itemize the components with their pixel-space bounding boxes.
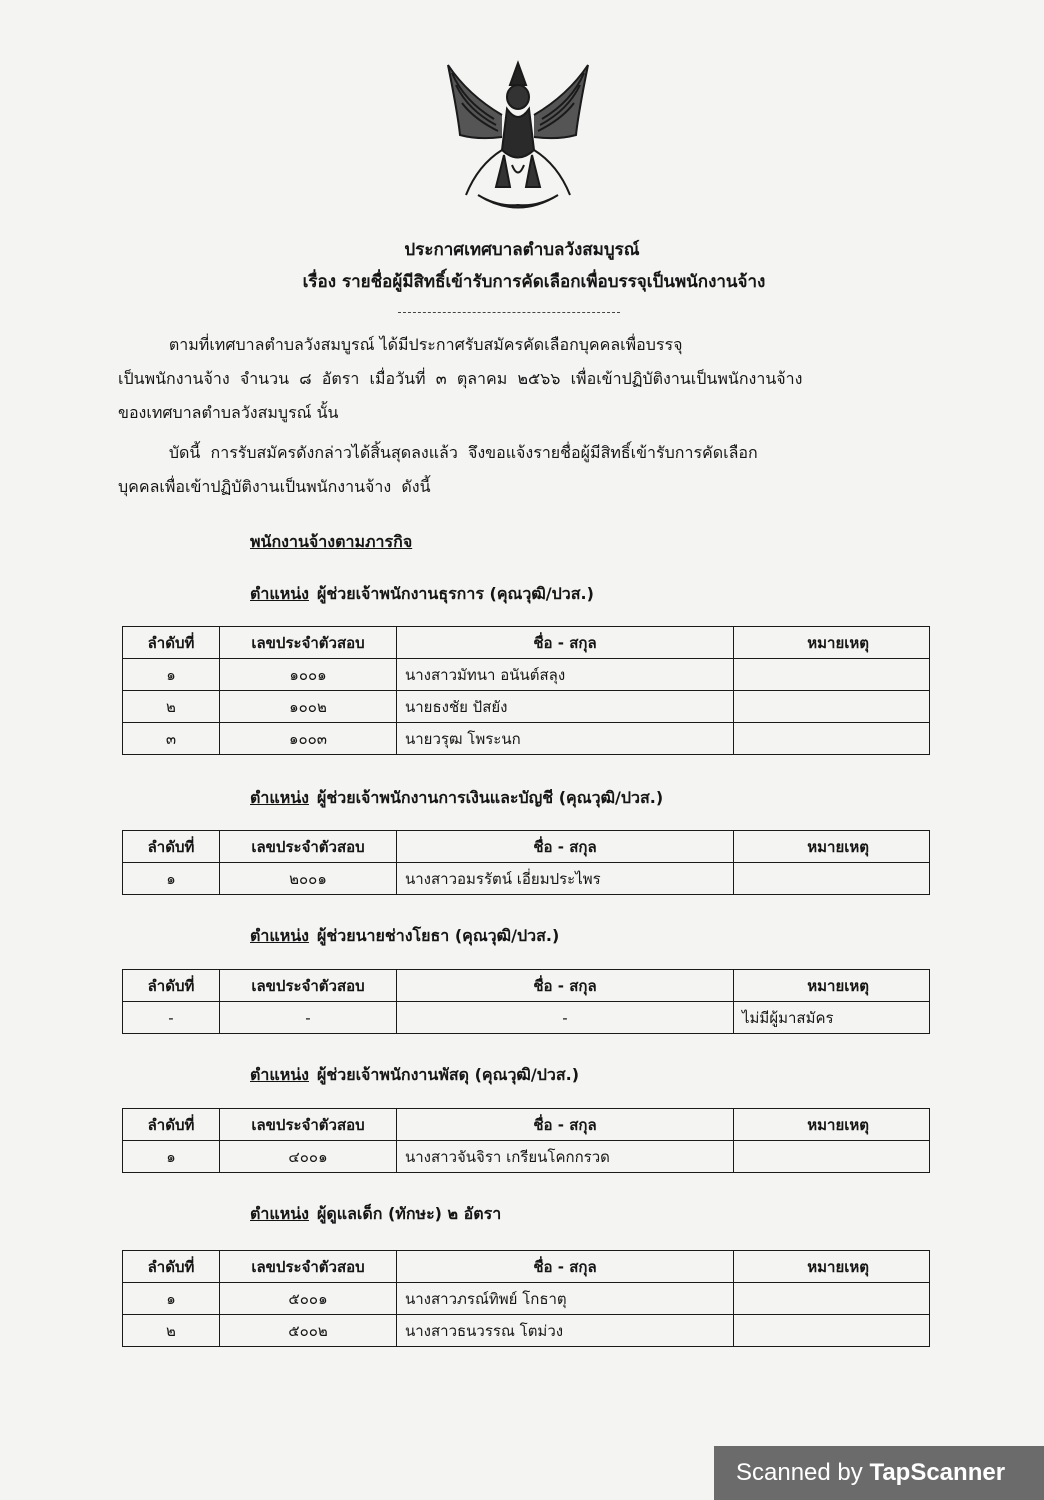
cell-exam-id: ๔๐๐๑ (220, 1141, 397, 1173)
paragraph-intro (118, 328, 926, 430)
position-label: ตำแหน่ง (250, 1204, 309, 1223)
candidate-table (122, 1108, 930, 1173)
cell-order: ๓ (123, 723, 220, 755)
table-row (123, 691, 930, 723)
announcement-subject: เรื่อง รายชื่อผู้มีสิทธิ์เข้ารับการคัดเลือกเพื่อบรรจุเป็นพนักงานจ้าง (302, 272, 766, 292)
position-heading (250, 924, 559, 949)
candidate-table (122, 1250, 930, 1347)
position-title: ผู้ดูแลเด็ก (ทักษะ) ๒ อัตรา (316, 1204, 502, 1223)
table-row (123, 1002, 930, 1034)
col-order: ลำดับที่ (123, 1251, 220, 1283)
table-row (123, 1315, 930, 1347)
position-label: ตำแหน่ง (250, 584, 309, 603)
position-heading (250, 1063, 579, 1088)
candidate-table (122, 969, 930, 1034)
watermark-brand: TapScanner (869, 1459, 1006, 1486)
position-label: ตำแหน่ง (250, 788, 309, 807)
cell-name: นายธงชัย ปัสยัง (397, 691, 734, 723)
col-order: ลำดับที่ (123, 627, 220, 659)
cell-exam-id: ๒๐๐๑ (220, 863, 397, 895)
cell-order: ๒ (123, 691, 220, 723)
col-order: ลำดับที่ (123, 970, 220, 1002)
table-header-row (123, 1251, 930, 1283)
candidate-table (122, 830, 930, 895)
table-row (123, 659, 930, 691)
announcement-title: ประกาศเทศบาลตำบลวังสมบูรณ์ (404, 240, 640, 260)
cell-remark (734, 1141, 930, 1173)
cell-remark (734, 691, 930, 723)
table-header-row (123, 1109, 930, 1141)
cell-order: ๑ (123, 863, 220, 895)
cell-order: - (123, 1002, 220, 1034)
table-header-row (123, 970, 930, 1002)
cell-remark (734, 1315, 930, 1347)
col-exam-id: เลขประจำตัวสอบ (220, 1251, 397, 1283)
col-exam-id: เลขประจำตัวสอบ (220, 831, 397, 863)
garuda-emblem-icon (438, 55, 598, 220)
cell-exam-id: ๑๐๐๓ (220, 723, 397, 755)
table-row (123, 863, 930, 895)
cell-order: ๑ (123, 1141, 220, 1173)
position-title: ผู้ช่วยเจ้าพนักงานการเงินและบัญชี (คุณวุฒิ/ปวส.) (316, 788, 664, 807)
cell-name: นายวรุฒ โพระนก (397, 723, 734, 755)
paragraph-line: บุคคลเพื่อเข้าปฏิบัติงานเป็นพนักงานจ้าง ดังนี้ (118, 477, 431, 496)
position-heading (250, 786, 663, 811)
table-row (123, 723, 930, 755)
col-name: ชื่อ - สกุล (397, 627, 734, 659)
cell-remark (734, 723, 930, 755)
cell-remark (734, 1283, 930, 1315)
col-order: ลำดับที่ (123, 1109, 220, 1141)
col-name: ชื่อ - สกุล (397, 1251, 734, 1283)
col-exam-id: เลขประจำตัวสอบ (220, 1109, 397, 1141)
position-title: ผู้ช่วยเจ้าพนักงานธุรการ (คุณวุฒิ/ปวส.) (316, 584, 594, 603)
table-row (123, 1141, 930, 1173)
paragraph-line: ของเทศบาลตำบลวังสมบูรณ์ นั้น (118, 403, 339, 422)
title-divider (398, 312, 620, 313)
cell-name: นางสาวจันจิรา เกรียนโคกกรวด (397, 1141, 734, 1173)
paragraph-line: เป็นพนักงานจ้าง จำนวน ๘ อัตรา เมื่อวันที่ ๓ ตุลาคม ๒๕๖๖ เพื่อเข้าปฏิบัติงานเป็นพนักงานจ้าง (118, 369, 803, 388)
col-remark: หมายเหตุ (734, 1251, 930, 1283)
col-remark: หมายเหตุ (734, 831, 930, 863)
cell-name: - (397, 1002, 734, 1034)
position-label: ตำแหน่ง (250, 926, 309, 945)
cell-order: ๑ (123, 659, 220, 691)
position-label: ตำแหน่ง (250, 1065, 309, 1084)
col-name: ชื่อ - สกุล (397, 831, 734, 863)
cell-order: ๒ (123, 1315, 220, 1347)
cell-remark (734, 863, 930, 895)
col-remark: หมายเหตุ (734, 970, 930, 1002)
section-heading: พนักงานจ้างตามภารกิจ (250, 532, 413, 551)
scanner-watermark (714, 1446, 1044, 1500)
watermark-prefix: Scanned by (736, 1459, 870, 1486)
cell-order: ๑ (123, 1283, 220, 1315)
cell-exam-id: ๕๐๐๑ (220, 1283, 397, 1315)
cell-name: นางสาวมัทนา อนันต์สลุง (397, 659, 734, 691)
col-name: ชื่อ - สกุล (397, 970, 734, 1002)
cell-exam-id: - (220, 1002, 397, 1034)
cell-exam-id: ๑๐๐๒ (220, 691, 397, 723)
col-name: ชื่อ - สกุล (397, 1109, 734, 1141)
table-row (123, 1283, 930, 1315)
col-exam-id: เลขประจำตัวสอบ (220, 970, 397, 1002)
table-header-row (123, 831, 930, 863)
cell-remark (734, 659, 930, 691)
position-title: ผู้ช่วยเจ้าพนักงานพัสดุ (คุณวุฒิ/ปวส.) (316, 1065, 580, 1084)
cell-remark: ไม่มีผู้มาสมัคร (734, 1002, 930, 1034)
table-header-row (123, 627, 930, 659)
cell-name: นางสาวธนวรรณ โตม่วง (397, 1315, 734, 1347)
candidate-table (122, 626, 930, 755)
cell-name: นางสาวภรณ์ทิพย์ โกธาตุ (397, 1283, 734, 1315)
position-title: ผู้ช่วยนายช่างโยธา (คุณวุฒิ/ปวส.) (316, 926, 560, 945)
cell-exam-id: ๑๐๐๑ (220, 659, 397, 691)
paragraph-line: บัดนี้ การรับสมัครดังกล่าวได้สิ้นสุดลงแล้ว จึงขอแจ้งรายชื่อผู้มีสิทธิ์เข้ารับการคัดเลือก (118, 443, 758, 462)
paragraph-notice (118, 436, 926, 504)
col-remark: หมายเหตุ (734, 627, 930, 659)
cell-exam-id: ๕๐๐๒ (220, 1315, 397, 1347)
paragraph-line: ตามที่เทศบาลตำบลวังสมบูรณ์ ได้มีประกาศรับสมัครคัดเลือกบุคคลเพื่อบรรจุ (118, 335, 683, 354)
position-heading (250, 582, 594, 607)
position-heading (250, 1202, 501, 1227)
col-exam-id: เลขประจำตัวสอบ (220, 627, 397, 659)
col-order: ลำดับที่ (123, 831, 220, 863)
col-remark: หมายเหตุ (734, 1109, 930, 1141)
cell-name: นางสาวอมรรัตน์ เอี่ยมประไพร (397, 863, 734, 895)
